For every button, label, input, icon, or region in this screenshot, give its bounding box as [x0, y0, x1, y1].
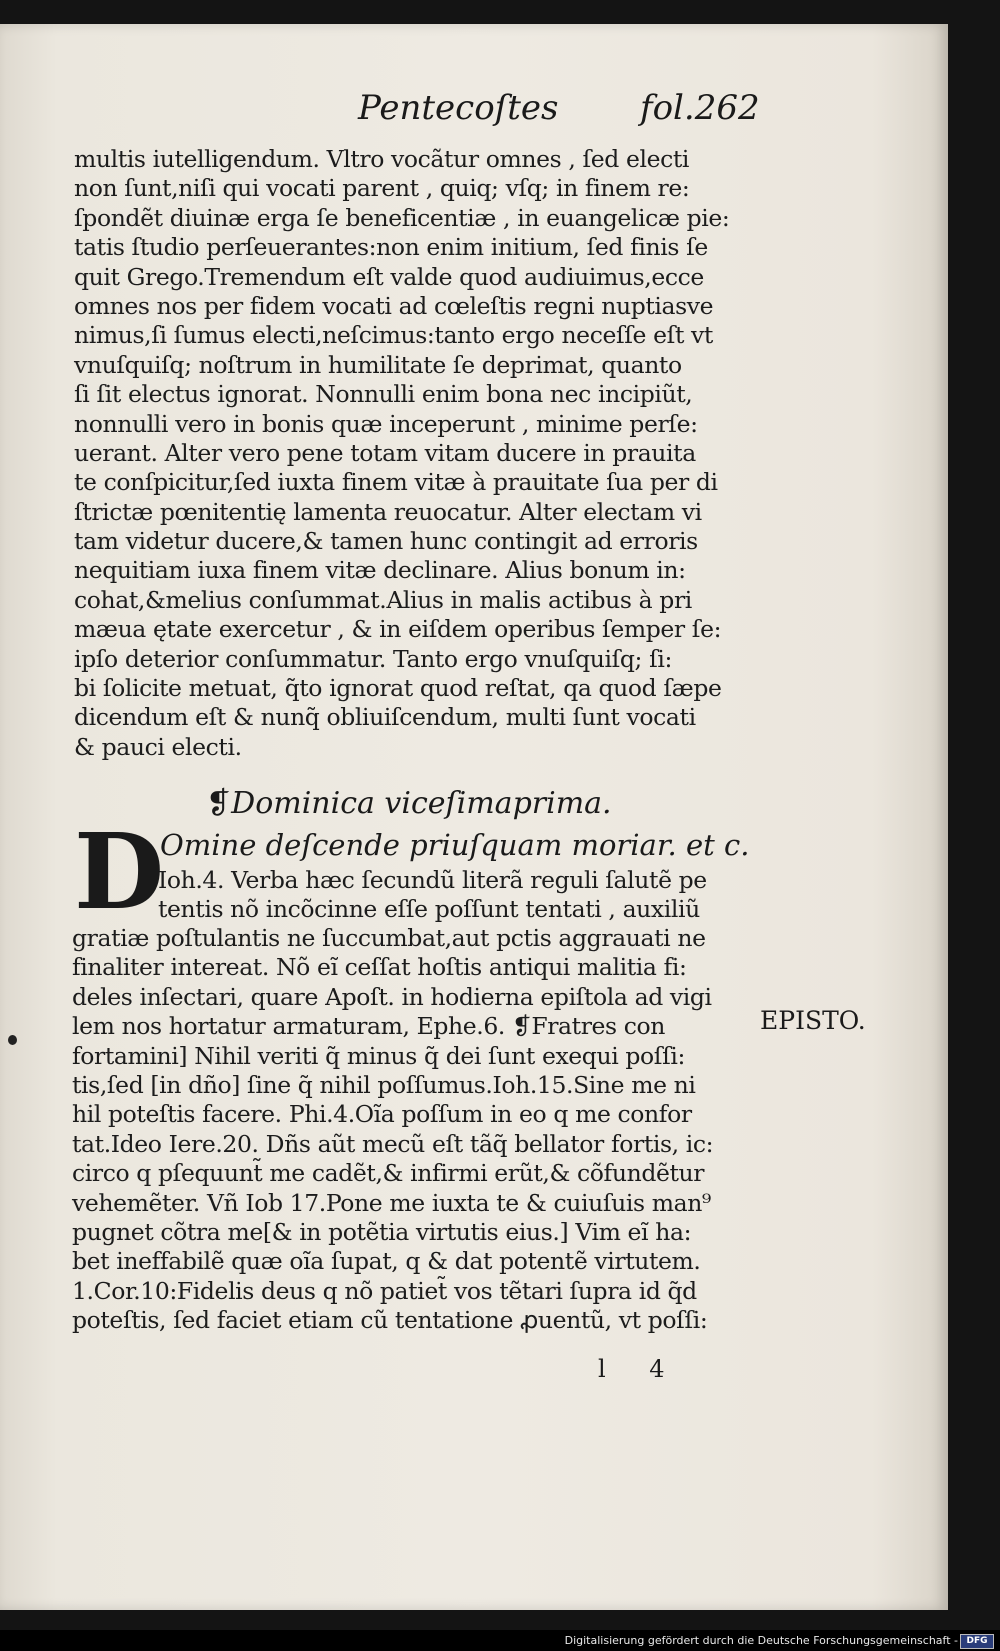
- section-heading: [206, 786, 612, 821]
- section-heading-text: Dominica viceſimaprima.: [231, 786, 612, 821]
- folio-number: fol.262: [640, 88, 760, 128]
- text-line: ſi ſit electus ignorat. Nonnulli enim bona nec incipiũt,: [74, 380, 693, 409]
- text-line: tam videtur ducere,& tamen hunc contingit ad erroris: [74, 527, 698, 556]
- text-line: cohat,&melius conſummat.Alius in malis actibus à pri: [74, 585, 692, 614]
- text-line: poteſtis, ſed faciet etiam cũ tentatione ꝓuentũ, vt poſſi:: [72, 1306, 708, 1335]
- text-line: nequitiam iuxa finem vitæ declinare. Alius bonum in:: [74, 556, 686, 585]
- ink-spot: [8, 1035, 17, 1045]
- text-line: fortamini] Nihil veriti q̃ minus q̃ dei ſunt exequi poſſi:: [72, 1041, 685, 1070]
- funding-credit: Digitalisierung gefördert durch die Deutsche Forschungsgemeinschaft -: [564, 1634, 958, 1647]
- text-line: Ioh.4. Verba hæc ſecundũ literã reguli ſalutẽ pe: [158, 866, 707, 894]
- page-header: [0, 88, 948, 132]
- text-line: hil poteſtis facere. Phi.4.Oĩa poſſum in eo q me confor: [72, 1100, 692, 1129]
- text-block-indented: [158, 866, 758, 925]
- text-line: tentis nõ incõcinne eſſe poſſunt tentati , auxiliũ: [158, 895, 700, 924]
- decorated-initial: D: [74, 810, 165, 933]
- text-line: bi ſolicite metuat, q̃to ignorat quod reſtat, qa quod ſæpe: [74, 674, 722, 703]
- text-line: nonnulli vero in bonis quæ inceperunt , minime perſe:: [74, 409, 698, 438]
- text-line: vehemẽter. Vñ Iob 17.Pone me iuxta te & cuiuſuis man⁹: [72, 1188, 711, 1217]
- text-line: tatis ſtudio perſeuerantes:non enim initium, ſed finis ſe: [74, 233, 708, 262]
- text-line: pugnet cõtra me[& in potẽtia virtutis eius.] Vim eĩ ha:: [72, 1217, 692, 1246]
- text-line: ſtrictæ pœnitentię lamenta reuocatur. Alter electam vi: [74, 497, 702, 526]
- text-line: circo q pſequunt̃ me cadẽt,& infirmi erũt,& cõfundẽtur: [72, 1159, 705, 1188]
- dfg-logo-icon: DFG: [960, 1634, 994, 1649]
- running-title: Pentecoſtes: [358, 88, 559, 128]
- text-line: non ſunt,niſi qui vocati parent , quiq; vſq; in finem re:: [74, 174, 690, 203]
- text-line: deles inſectari, quare Apoſt. in hodierna epiſtola ad vigi: [72, 982, 712, 1011]
- paragraph-mark-icon: ❡: [206, 786, 232, 821]
- text-line: quit Grego.Tremendum eſt valde quod audiuimus,ecce: [74, 262, 704, 291]
- text-block-bottom: [72, 924, 762, 1335]
- text-line: multis iutelligendum. Vltro vocãtur omnes , ſed electi: [74, 145, 690, 173]
- text-line: & pauci electi.: [74, 732, 242, 761]
- text-line: tis,ſed [in dño] ſine q̃ nihil poſſumus.Ioh.15.Sine me ni: [72, 1070, 696, 1099]
- text-line: finaliter intereat. Nõ eĩ ceſſat hoſtis antiqui malitia fi:: [72, 953, 687, 982]
- text-line: nimus,ſi ſumus electi,neſcimus:tanto ergo neceſſe eſt vt: [74, 321, 713, 350]
- text-line: ipſo deterior conſummatur. Tanto ergo vnuſquiſq; ſi:: [74, 644, 673, 673]
- text-line: dicendum eſt & nunq̃ obliuiſcendum, multi ſunt vocati: [74, 703, 696, 732]
- text-line: gratiæ poſtulantis ne ſuccumbat,aut pctis aggrauati ne: [72, 924, 706, 952]
- text-line: 1.Cor.10:Fidelis deus q nõ patiet̃ vos tẽtari ſupra id q̃d: [72, 1276, 697, 1305]
- incipit-line: Omine deſcende priuſquam moriar. et c.: [160, 828, 750, 862]
- text-line: mæua ętate exercetur , & in eiſdem operibus ſemper ſe:: [74, 615, 722, 644]
- text-line: ſpondẽt diuinæ erga ſe beneficentiæ , in euangelicæ pie:: [74, 203, 730, 232]
- margin-note: EPISTO.: [760, 1006, 866, 1035]
- text-line: uerant. Alter vero pene totam vitam ducere in prauita: [74, 438, 696, 467]
- text-line: vnuſquiſq; noſtrum in humilitate ſe deprimat, quanto: [74, 350, 682, 379]
- text-line: tat.Ideo Iere.20. Dñs aũt mecũ eſt tãq̃ bellator fortis, ic:: [72, 1129, 714, 1158]
- text-line: omnes nos per fidem vocati ad cœleſtis regni nuptiasve: [74, 291, 714, 320]
- text-line: te conſpicitur,ſed iuxta finem vitæ à prauitate ſua per di: [74, 468, 718, 497]
- text-line: lem nos hortatur armaturam, Ephe.6. ❡Fratres con: [72, 1012, 666, 1041]
- text-line: bet ineffabilẽ quæ oĩa ſupat, q & dat potentẽ virtutem.: [72, 1247, 701, 1276]
- signature-mark: l 4: [598, 1355, 683, 1383]
- text-block-top: [74, 145, 754, 762]
